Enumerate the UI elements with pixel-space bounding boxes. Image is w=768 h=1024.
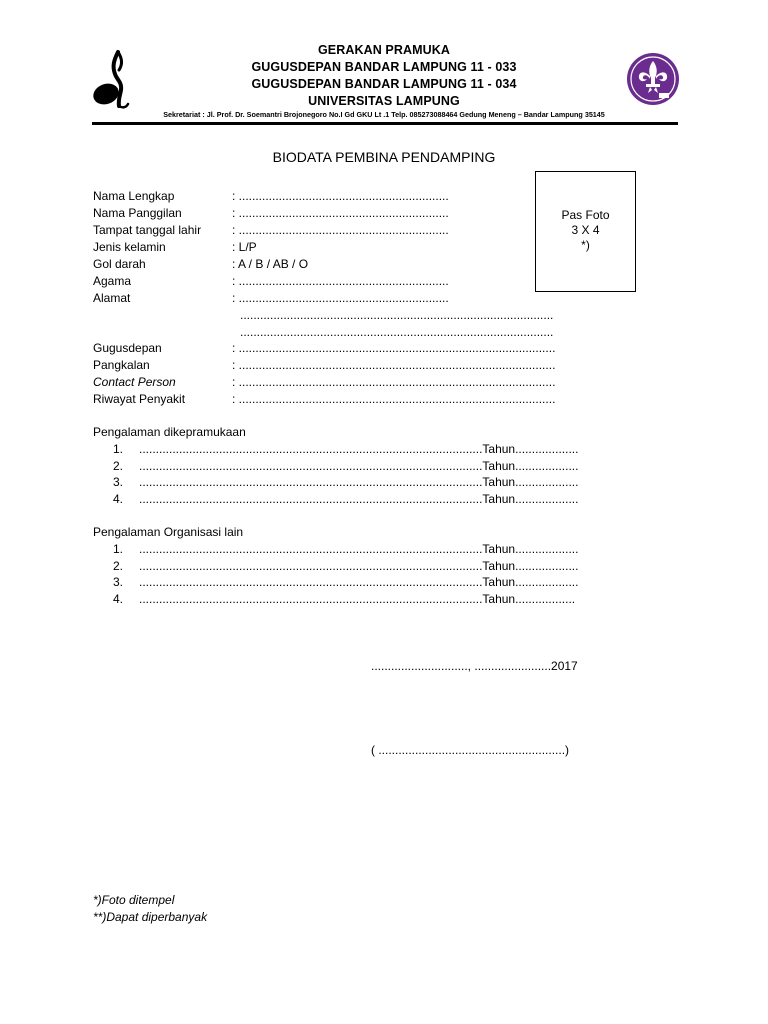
field-value[interactable]: : ............................................................................................... [232, 341, 556, 355]
item-number: 4. [113, 592, 124, 606]
item-number: 2. [113, 459, 124, 473]
list-item [113, 591, 575, 608]
field-label: Pangkalan [93, 358, 150, 372]
field-label: Agama [93, 274, 132, 288]
field-value[interactable]: : ............................................................... [232, 274, 449, 288]
field-label: Gol darah [93, 257, 146, 271]
list-item [113, 474, 578, 491]
field-value[interactable]: : ............................................................... [232, 206, 449, 220]
field-value[interactable]: : ............................................................................................... [232, 375, 556, 389]
item-number: 4. [113, 492, 124, 506]
field-label: Nama Lengkap [93, 189, 175, 203]
document-title: BIODATA PEMBINA PENDAMPING [272, 149, 496, 165]
field-value[interactable]: : ............................................................... [232, 189, 449, 203]
item-entry[interactable]: .......................................................................................................Tahun................... [139, 475, 579, 489]
list-item [113, 441, 578, 458]
field-value[interactable]: : A / B / AB / O [232, 257, 309, 271]
wosm-scout-emblem-icon [626, 52, 680, 106]
university-name: UNIVERSITAS LAMPUNG [308, 94, 460, 108]
field-value[interactable]: : L/P [232, 240, 257, 254]
gugusdepan-033: GUGUSDEPAN BANDAR LAMPUNG 11 - 033 [251, 60, 517, 74]
org-experience-title: Pengalaman Organisasi lain [93, 525, 244, 539]
footnote-photo: *)Foto ditempel [93, 893, 175, 907]
item-number: 1. [113, 442, 124, 456]
signature-line[interactable]: ( ........................................................) [371, 743, 570, 757]
field-value[interactable]: : ............................................................... [232, 291, 449, 305]
field-label: Riwayat Penyakit [93, 392, 186, 406]
secretariat-address: Sekretariat : Jl. Prof. Dr. Soemantri Brojonegoro No.I Gd GKU Lt .1 Telp. 085273088464 Gedung Meneng – Bandar Lampung 35145 [163, 110, 605, 119]
list-item [113, 541, 578, 558]
photo-placeholder [535, 171, 636, 292]
field-label: Alamat [93, 291, 131, 305]
footnote-copies: **)Dapat diperbanyak [93, 910, 208, 924]
item-number: 3. [113, 575, 124, 589]
address-line-3[interactable]: .............................................................................................. [240, 325, 554, 339]
item-number: 3. [113, 475, 124, 489]
field-value[interactable]: : ............................................................................................... [232, 392, 556, 406]
field-label: Jenis kelamin [93, 240, 166, 254]
item-entry[interactable]: .......................................................................................................Tahun................... [139, 542, 579, 556]
list-item [113, 458, 578, 475]
photo-label: Pas Foto [561, 208, 610, 222]
field-label: Tampat tanggal lahir [93, 223, 202, 237]
item-entry[interactable]: .......................................................................................................Tahun................... [139, 559, 579, 573]
item-number: 2. [113, 559, 124, 573]
address-line-2[interactable]: .............................................................................................. [240, 308, 554, 322]
place-date-line[interactable]: ............................., .......................2017 [371, 659, 578, 673]
field-label: Nama Panggilan [93, 206, 182, 220]
item-number: 1. [113, 542, 124, 556]
field-label: Contact Person [93, 375, 176, 389]
header-divider [92, 122, 678, 125]
list-item [113, 558, 578, 575]
org-name: GERAKAN PRAMUKA [317, 43, 451, 57]
list-item [113, 574, 578, 591]
item-entry[interactable]: .......................................................................................................Tahun................... [139, 492, 579, 506]
field-label: Gugusdepan [93, 341, 162, 355]
field-value[interactable]: : ............................................................................................... [232, 358, 556, 372]
item-entry[interactable]: .......................................................................................................Tahun................... [139, 442, 579, 456]
item-entry[interactable]: .......................................................................................................Tahun................... [139, 459, 579, 473]
photo-size: 3 X 4 [571, 223, 600, 237]
gugusdepan-034: GUGUSDEPAN BANDAR LAMPUNG 11 - 034 [251, 77, 517, 91]
field-value[interactable]: : ............................................................... [232, 223, 449, 237]
item-entry[interactable]: .......................................................................................................Tahun................... [139, 575, 579, 589]
list-item [113, 491, 578, 508]
scout-experience-title: Pengalaman dikepramukaan [93, 425, 246, 439]
photo-note-marker: *) [581, 238, 590, 252]
item-entry[interactable]: .......................................................................................................Tahun.................. [139, 592, 576, 606]
